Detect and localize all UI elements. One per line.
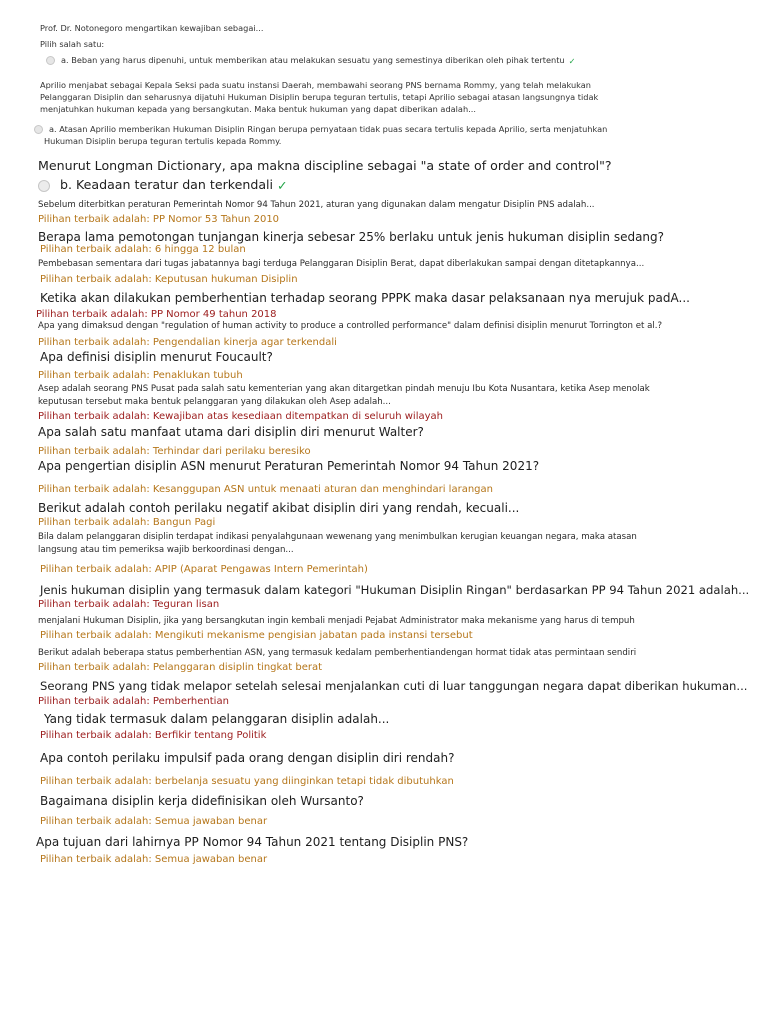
item-answer: Pilihan terbaik adalah: PP Nomor 49 tahun 2018 <box>36 309 277 320</box>
radio-icon[interactable] <box>46 56 55 65</box>
quiz1-question: Prof. Dr. Notonegoro mengartikan kewajiban sebagai... <box>40 23 264 33</box>
radio-icon[interactable] <box>34 125 43 134</box>
quiz1-instruction: Pilih salah satu: <box>40 39 105 49</box>
item-answer: Pilihan terbaik adalah: Bangun Pagi <box>38 517 216 528</box>
check-icon: ✓ <box>568 55 576 66</box>
item-question: Bila dalam pelanggaran disiplin terdapat indikasi penyalahgunaan wewenang yang menimbulkan kerugian keuangan negara, maka atasan <box>38 532 637 542</box>
item-question: langsung atau tim pemeriksa wajib berkoordinasi dengan... <box>38 545 294 555</box>
quiz2-question-line: Pelanggaran Disiplin dan seharusnya dijatuhi Hukuman Disiplin berupa teguran tertulis, tetapi Aprilio sebagai atasan langsungnya tidak <box>40 92 599 102</box>
item-question: Berikut adalah beberapa status pemberhentian ASN, yang termasuk kedalam pemberhentiandengan hormat tidak atas permintaan sendiri <box>38 648 637 658</box>
item-question: Berapa lama pemotongan tunjangan kinerja sebesar 25% berlaku untuk jenis hukuman disiplin sedang? <box>38 230 665 244</box>
item-question: Ketika akan dilakukan pemberhentian terhadap seorang PPPK maka dasar pelaksanaan nya merujuk padA... <box>40 291 690 305</box>
item-answer: Pilihan terbaik adalah: PP Nomor 53 Tahun 2010 <box>38 214 280 225</box>
quiz3-option-label: b. Keadaan teratur dan terkendali <box>60 177 274 192</box>
quiz2-option[interactable] <box>34 123 607 135</box>
item-question: keputusan tersebut maka bentuk pelanggaran yang dilakukan oleh Asep adalah... <box>38 397 391 407</box>
item-answer: Pilihan terbaik adalah: Keputusan hukuman Disiplin <box>40 274 298 285</box>
item-answer: Pilihan terbaik adalah: Pemberhentian <box>38 696 229 707</box>
item-answer: Pilihan terbaik adalah: Kesanggupan ASN untuk menaati aturan dan menghindari larangan <box>38 484 493 495</box>
quiz2-option-line: Hukuman Disiplin berupa teguran tertulis kepada Rommy. <box>44 136 282 146</box>
item-answer: Pilihan terbaik adalah: Teguran lisan <box>38 599 220 610</box>
item-answer: Pilihan terbaik adalah: Mengikuti mekanisme pengisian jabatan pada instansi tersebut <box>40 630 473 641</box>
radio-icon[interactable] <box>38 180 50 192</box>
item-answer: Pilihan terbaik adalah: Penaklukan tubuh <box>38 370 243 381</box>
item-question: Apa yang dimaksud dengan "regulation of human activity to produce a controlled performance" dalam definisi disiplin menurut Torrington et al.? <box>38 321 663 331</box>
quiz3-option[interactable] <box>38 177 288 194</box>
item-answer: Pilihan terbaik adalah: Semua jawaban benar <box>40 816 268 827</box>
item-answer: Pilihan terbaik adalah: Berfikir tentang Politik <box>40 730 267 741</box>
quiz1-option-label: a. Beban yang harus dipenuhi, untuk memberikan atau melakukan sesuatu yang semestinya diberikan oleh pihak tertentu <box>61 55 565 65</box>
item-question: Sebelum diterbitkan peraturan Pemerintah Nomor 94 Tahun 2021, aturan yang digunakan dalam mengatur Disiplin PNS adalah... <box>38 200 595 210</box>
item-answer: Pilihan terbaik adalah: 6 hingga 12 bulan <box>40 244 246 255</box>
quiz2-question-line: menjatuhkan hukuman kepada yang bersangkutan. Maka bentuk hukuman yang dapat diberikan adalah... <box>40 104 476 114</box>
item-answer: Pilihan terbaik adalah: Semua jawaban benar <box>40 854 268 865</box>
check-icon: ✓ <box>277 177 288 193</box>
item-answer: Pilihan terbaik adalah: Pengendalian kinerja agar terkendali <box>38 337 337 348</box>
item-question: Pembebasan sementara dari tugas jabatannya bagi terduga Pelanggaran Disiplin Berat, dapat diberlakukan sampai dengan ditetapkannya... <box>38 259 645 269</box>
item-question-cropped: Yang tidak termasuk dalam pelanggaran disiplin adalah... <box>44 712 390 726</box>
quiz2-option-line: a. Atasan Aprilio memberikan Hukuman Disiplin Ringan berupa pernyataan tidak puas secara tertulis kepada Aprilio, serta menjatuhkan <box>49 124 608 134</box>
item-question: Berikut adalah contoh perilaku negatif akibat disiplin diri yang rendah, kecuali... <box>38 501 520 515</box>
item-question: Apa salah satu manfaat utama dari disiplin diri menurut Walter? <box>38 425 424 439</box>
item-answer: Pilihan terbaik adalah: Pelanggaran disiplin tingkat berat <box>38 662 323 673</box>
item-question: Asep adalah seorang PNS Pusat pada salah satu kementerian yang akan ditargetkan pindah menuju Ibu Kota Nusantara, ketika Asep menolak <box>38 384 650 394</box>
quiz1-option[interactable] <box>46 54 576 67</box>
item-question: Apa tujuan dari lahirnya PP Nomor 94 Tahun 2021 tentang Disiplin PNS? <box>36 835 469 849</box>
item-question: Apa definisi disiplin menurut Foucault? <box>40 350 273 364</box>
item-question: Apa pengertian disiplin ASN menurut Peraturan Pemerintah Nomor 94 Tahun 2021? <box>38 459 540 473</box>
item-answer: Pilihan terbaik adalah: Terhindar dari perilaku beresiko <box>38 446 311 457</box>
item-answer: Pilihan terbaik adalah: Kewajiban atas kesediaan ditempatkan di seluruh wilayah <box>38 411 444 422</box>
quiz3-question: Menurut Longman Dictionary, apa makna discipline sebagai "a state of order and control"? <box>38 158 612 173</box>
item-question: Seorang PNS yang tidak melapor setelah selesai menjalankan cuti di luar tanggungan negara dapat diberikan hukuman... <box>40 679 748 693</box>
item-question: Bagaimana disiplin kerja didefinisikan oleh Wursanto? <box>40 794 364 808</box>
item-question: Jenis hukuman disiplin yang termasuk dalam kategori "Hukuman Disiplin Ringan" berdasarkan PP 94 Tahun 2021 adalah... <box>40 583 750 597</box>
item-question: Apa contoh perilaku impulsif pada orang dengan disiplin diri rendah? <box>40 751 455 765</box>
item-question: menjalani Hukuman Disiplin, jika yang bersangkutan ingin kembali menjadi Pejabat Administrator maka mekanisme yang harus di tempuh <box>38 616 635 626</box>
item-answer: Pilihan terbaik adalah: APIP (Aparat Pengawas Intern Pemerintah) <box>40 564 368 575</box>
item-answer: Pilihan terbaik adalah: berbelanja sesuatu yang diinginkan tetapi tidak dibutuhkan <box>40 776 454 787</box>
quiz2-question-line: Aprilio menjabat sebagai Kepala Seksi pada suatu instansi Daerah, membawahi seorang PNS bernama Rommy, yang telah melakukan <box>40 80 591 90</box>
